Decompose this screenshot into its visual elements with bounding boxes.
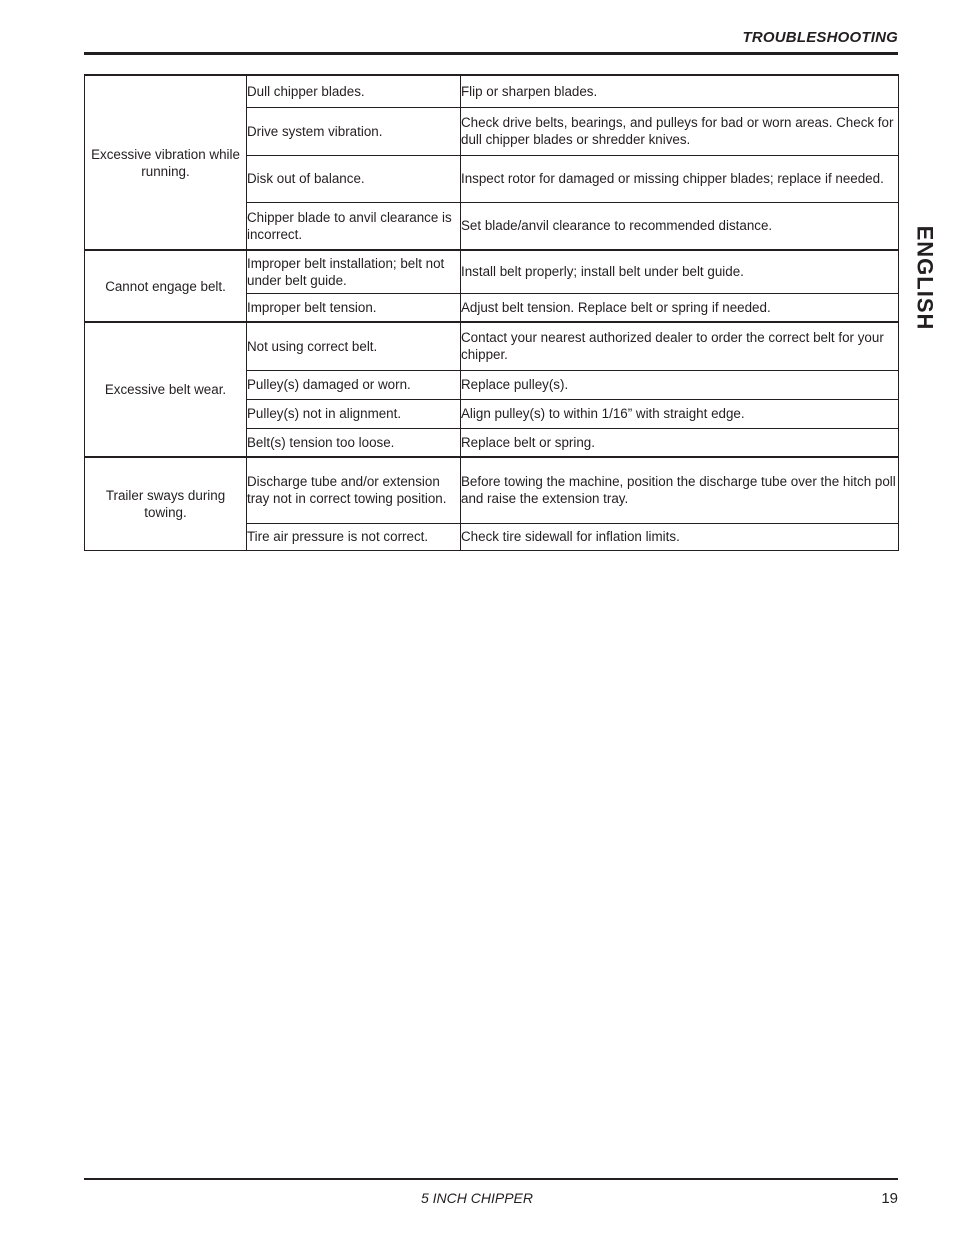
remedy-cell: Check drive belts, bearings, and pulleys for bad or worn areas. Check for dull chipper blades or shredder knives. xyxy=(461,107,899,155)
cause-cell: Tire air pressure is not correct. xyxy=(247,523,461,550)
cause-cell: Disk out of balance. xyxy=(247,155,461,202)
header-divider xyxy=(84,52,898,55)
footer-title: 5 INCH CHIPPER xyxy=(420,1190,534,1206)
remedy-cell: Adjust belt tension. Replace belt or spring if needed. xyxy=(461,293,899,322)
page-number: 19 xyxy=(881,1190,898,1207)
cause-cell: Not using correct belt. xyxy=(247,322,461,370)
remedy-cell: Inspect rotor for damaged or missing chipper blades; replace if needed. xyxy=(461,155,899,202)
footer-divider xyxy=(84,1178,898,1180)
cause-cell: Dull chipper blades. xyxy=(247,75,461,107)
cause-cell: Belt(s) tension too loose. xyxy=(247,428,461,457)
remedy-cell: Check tire sidewall for inflation limits. xyxy=(461,523,899,550)
remedy-cell: Replace pulley(s). xyxy=(461,370,899,399)
cause-cell: Improper belt installation; belt not under belt guide. xyxy=(247,250,461,293)
table-row xyxy=(85,75,899,107)
remedy-cell: Flip or sharpen blades. xyxy=(461,75,899,107)
table-row xyxy=(85,250,899,293)
remedy-cell: Install belt properly; install belt under belt guide. xyxy=(461,250,899,293)
cause-cell: Pulley(s) not in alignment. xyxy=(247,399,461,428)
section-title: TROUBLESHOOTING xyxy=(742,29,898,46)
remedy-cell: Replace belt or spring. xyxy=(461,428,899,457)
remedy-cell: Before towing the machine, position the discharge tube over the hitch poll and raise the extension tray. xyxy=(461,457,899,523)
cause-cell: Improper belt tension. xyxy=(247,293,461,322)
cause-cell: Chipper blade to anvil clearance is incorrect. xyxy=(247,202,461,250)
cause-cell: Pulley(s) damaged or worn. xyxy=(247,370,461,399)
remedy-cell: Set blade/anvil clearance to recommended distance. xyxy=(461,202,899,250)
problem-cell: Excessive belt wear. xyxy=(85,322,247,457)
troubleshooting-table xyxy=(84,74,899,551)
problem-cell: Trailer sways during towing. xyxy=(85,457,247,550)
problem-cell: Excessive vibration while running. xyxy=(85,75,247,250)
table-row xyxy=(85,322,899,370)
problem-cell: Cannot engage belt. xyxy=(85,250,247,322)
table-row xyxy=(85,457,899,523)
cause-cell: Drive system vibration. xyxy=(247,107,461,155)
language-tab-label: ENGLISH xyxy=(912,225,938,330)
language-tab xyxy=(906,225,942,330)
remedy-cell: Align pulley(s) to within 1/16” with straight edge. xyxy=(461,399,899,428)
remedy-cell: Contact your nearest authorized dealer to order the correct belt for your chipper. xyxy=(461,322,899,370)
cause-cell: Discharge tube and/or extension tray not in correct towing position. xyxy=(247,457,461,523)
